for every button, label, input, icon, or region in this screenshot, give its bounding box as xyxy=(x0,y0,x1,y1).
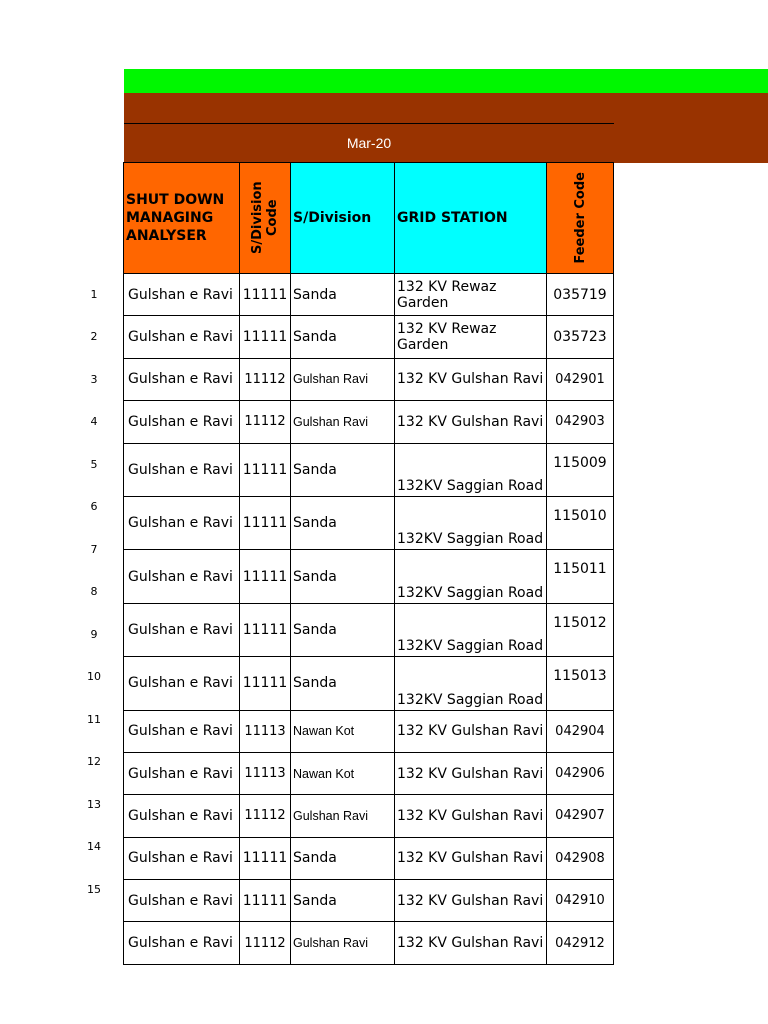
feeder-code-cell: 042910 xyxy=(547,880,614,922)
feeder-code-cell: 042906 xyxy=(547,752,614,794)
feeder-table xyxy=(123,162,614,965)
sdiv-code-cell: 11111 xyxy=(240,274,291,316)
analyser-cell: Gulshan e Ravi xyxy=(124,880,240,922)
sdiv-cell: Gulshan Ravi xyxy=(291,922,395,964)
row-number: 5 xyxy=(90,457,98,471)
table-row xyxy=(124,274,614,316)
row-number: 15 xyxy=(87,882,101,896)
analyser-cell: Gulshan e Ravi xyxy=(124,795,240,837)
header-sdiv-label: S/Division xyxy=(293,210,372,226)
sdiv-code-cell: 11112 xyxy=(240,401,291,443)
header-sdiv-code-label: S/Division Code xyxy=(250,181,280,255)
table-row xyxy=(124,443,614,496)
sdiv-code-cell: 11112 xyxy=(240,358,291,400)
sdiv-cell: Sanda xyxy=(291,880,395,922)
sdiv-cell: Gulshan Ravi xyxy=(291,795,395,837)
sdiv-cell: Nawan Kot xyxy=(291,752,395,794)
table-row xyxy=(124,603,614,656)
feeder-code-cell: 115012 xyxy=(547,603,614,656)
analyser-cell: Gulshan e Ravi xyxy=(124,496,240,549)
table-row xyxy=(124,401,614,443)
sdiv-cell: Gulshan Ravi xyxy=(291,401,395,443)
sdiv-code-cell: 11111 xyxy=(240,603,291,656)
sdiv-cell: Sanda xyxy=(291,657,395,710)
analyser-cell: Gulshan e Ravi xyxy=(124,837,240,879)
sdiv-cell: Gulshan Ravi xyxy=(291,358,395,400)
feeder-code-cell: 042903 xyxy=(547,401,614,443)
feeder-code-cell: 035719 xyxy=(547,274,614,316)
feeder-code-cell: 115010 xyxy=(547,496,614,549)
table-row xyxy=(124,922,614,964)
feeder-code-cell: 042901 xyxy=(547,358,614,400)
sdiv-code-cell: 11111 xyxy=(240,657,291,710)
feeder-code-cell: 115011 xyxy=(547,550,614,603)
grid-station-cell: 132 KV Gulshan Ravi xyxy=(395,795,547,837)
analyser-cell: Gulshan e Ravi xyxy=(124,603,240,656)
table-row xyxy=(124,752,614,794)
sdiv-cell: Sanda xyxy=(291,274,395,316)
analyser-cell: Gulshan e Ravi xyxy=(124,710,240,752)
grid-station-cell: 132 KV Rewaz Garden xyxy=(395,274,547,316)
analyser-cell: Gulshan e Ravi xyxy=(124,550,240,603)
header-analyser xyxy=(124,163,240,274)
feeder-code-cell: 042912 xyxy=(547,922,614,964)
header-row xyxy=(124,163,614,274)
header-sdiv-code xyxy=(240,163,291,274)
sdiv-cell: Sanda xyxy=(291,443,395,496)
sdiv-code-cell: 11111 xyxy=(240,496,291,549)
row-number-column xyxy=(80,273,108,911)
feeder-code-cell: 042907 xyxy=(547,795,614,837)
sdiv-code-cell: 11111 xyxy=(240,837,291,879)
row-number: 6 xyxy=(90,500,98,514)
header-grid-station xyxy=(395,163,547,274)
sdiv-code-cell: 11111 xyxy=(240,880,291,922)
table-row xyxy=(124,795,614,837)
sdiv-code-cell: 11111 xyxy=(240,550,291,603)
table-row xyxy=(124,496,614,549)
feeder-code-cell: 042904 xyxy=(547,710,614,752)
grid-station-cell: 132 KV Gulshan Ravi xyxy=(395,837,547,879)
analyser-cell: Gulshan e Ravi xyxy=(124,922,240,964)
grid-station-cell: 132KV Saggian Road xyxy=(395,657,547,710)
sdiv-code-cell: 11111 xyxy=(240,316,291,358)
row-number: 2 xyxy=(90,330,98,344)
sdiv-code-cell: 11113 xyxy=(240,752,291,794)
grid-station-cell: 132KV Saggian Road xyxy=(395,443,547,496)
sdiv-cell: Sanda xyxy=(291,316,395,358)
row-number: 3 xyxy=(90,372,98,386)
grid-station-cell: 132 KV Gulshan Ravi xyxy=(395,752,547,794)
row-number: 12 xyxy=(87,755,101,769)
feeder-code-cell: 042908 xyxy=(547,837,614,879)
analyser-cell: Gulshan e Ravi xyxy=(124,752,240,794)
header-analyser-label: SHUT DOWN MANAGING ANALYSER xyxy=(126,192,225,244)
sdiv-code-cell: 11111 xyxy=(240,443,291,496)
row-number: 10 xyxy=(87,670,101,684)
grid-station-cell: 132 KV Gulshan Ravi xyxy=(395,710,547,752)
table-row xyxy=(124,316,614,358)
feeder-code-cell: 035723 xyxy=(547,316,614,358)
row-number: 1 xyxy=(90,287,98,301)
table-row xyxy=(124,710,614,752)
analyser-cell: Gulshan e Ravi xyxy=(124,401,240,443)
row-number: 11 xyxy=(87,712,101,726)
sdiv-code-cell: 11113 xyxy=(240,710,291,752)
row-number: 8 xyxy=(90,585,98,599)
analyser-cell: Gulshan e Ravi xyxy=(124,358,240,400)
row-number: 14 xyxy=(87,840,101,854)
grid-station-cell: 132 KV Rewaz Garden xyxy=(395,316,547,358)
title-band xyxy=(124,69,768,93)
grid-station-cell: 132KV Saggian Road xyxy=(395,550,547,603)
row-number: 7 xyxy=(90,542,98,556)
header-grid-station-label: GRID STATION xyxy=(397,210,508,226)
table-row xyxy=(124,880,614,922)
table-row xyxy=(124,358,614,400)
grid-station-cell: 132KV Saggian Road xyxy=(395,496,547,549)
grid-station-cell: 132KV Saggian Road xyxy=(395,603,547,656)
grid-station-cell: 132 KV Gulshan Ravi xyxy=(395,880,547,922)
row-number: 13 xyxy=(87,797,101,811)
table-row xyxy=(124,657,614,710)
sdiv-code-cell: 11112 xyxy=(240,795,291,837)
sdiv-cell: Sanda xyxy=(291,603,395,656)
sdiv-cell: Sanda xyxy=(291,550,395,603)
sdiv-cell: Nawan Kot xyxy=(291,710,395,752)
sdiv-cell: Sanda xyxy=(291,496,395,549)
row-number: 9 xyxy=(90,627,98,641)
row-number: 4 xyxy=(90,415,98,429)
table-row xyxy=(124,837,614,879)
table-row xyxy=(124,550,614,603)
feeder-code-cell: 115009 xyxy=(547,443,614,496)
analyser-cell: Gulshan e Ravi xyxy=(124,657,240,710)
sdiv-code-cell: 11112 xyxy=(240,922,291,964)
header-feeder-code-label: Feeder Code xyxy=(572,172,588,264)
analyser-cell: Gulshan e Ravi xyxy=(124,316,240,358)
header-feeder-code xyxy=(547,163,614,274)
sdiv-cell: Sanda xyxy=(291,837,395,879)
analyser-cell: Gulshan e Ravi xyxy=(124,274,240,316)
header-sdiv xyxy=(291,163,395,274)
month-label: Mar-20 xyxy=(346,135,392,151)
feeder-code-cell: 115013 xyxy=(547,657,614,710)
analyser-cell: Gulshan e Ravi xyxy=(124,443,240,496)
grid-station-cell: 132 KV Gulshan Ravi xyxy=(395,922,547,964)
grid-station-cell: 132 KV Gulshan Ravi xyxy=(395,358,547,400)
grid-station-cell: 132 KV Gulshan Ravi xyxy=(395,401,547,443)
